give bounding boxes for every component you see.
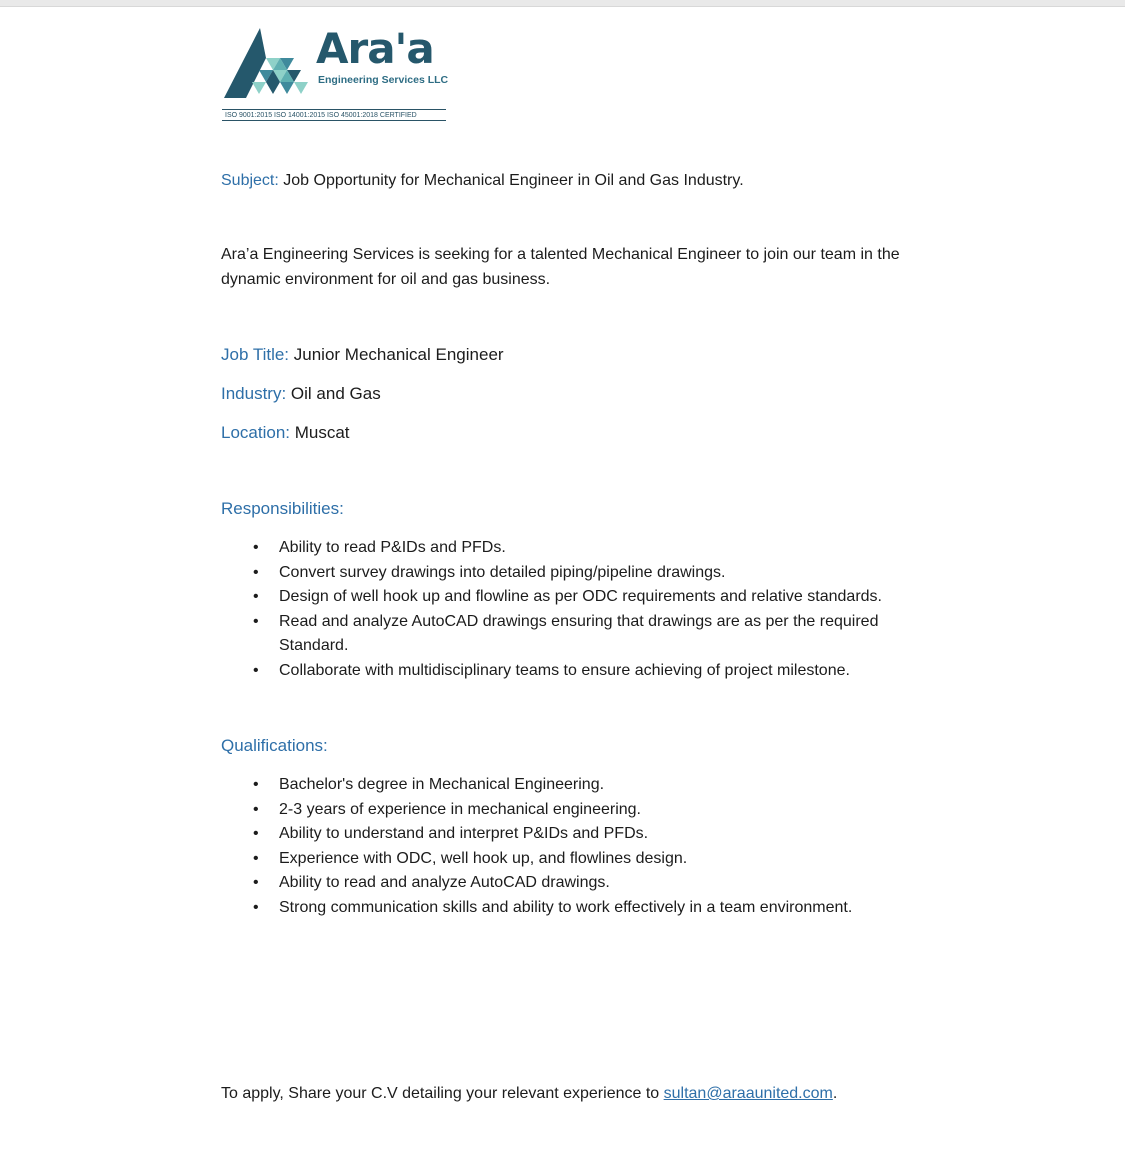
- list-item-text: 2-3 years of experience in mechanical engineering.: [279, 800, 641, 818]
- apply-line: [221, 1082, 837, 1106]
- list-item: [221, 822, 921, 847]
- bullet-icon: •: [253, 661, 259, 679]
- bullet-icon: •: [253, 874, 259, 892]
- logo-name: Ara'a: [316, 24, 434, 73]
- location-line: [221, 421, 350, 445]
- responsibilities-list: [221, 536, 921, 684]
- list-item: [221, 896, 921, 921]
- intro-paragraph: Ara’a Engineering Services is seeking for a talented Mechanical Engineer to join our team in the dynamic environment for oil and gas business.: [221, 246, 900, 288]
- location-value: Muscat: [290, 423, 350, 442]
- list-item: [221, 773, 921, 798]
- location-label: Location:: [221, 423, 290, 442]
- subject-line: [221, 169, 744, 193]
- list-item-text: Collaborate with multidisciplinary teams to ensure achieving of project milestone.: [279, 661, 850, 679]
- qualifications-heading: Qualifications:: [221, 736, 328, 755]
- industry-line: [221, 382, 381, 406]
- list-item-text: Read and analyze AutoCAD drawings ensuring that drawings are as per the required Standard.: [279, 612, 879, 655]
- list-item: [221, 585, 921, 610]
- qualifications-list: [221, 773, 921, 921]
- bullet-icon: •: [253, 825, 259, 843]
- list-item: [221, 847, 921, 872]
- list-item-text: Ability to read P&IDs and PFDs.: [279, 539, 506, 556]
- job-title-value: Junior Mechanical Engineer: [289, 345, 504, 364]
- subject-label: Subject:: [221, 172, 279, 189]
- bullet-icon: •: [253, 776, 259, 793]
- list-item: [221, 561, 921, 586]
- job-title-label: Job Title:: [221, 345, 290, 364]
- apply-text: To apply, Share your C.V detailing your relevant experience to: [221, 1085, 664, 1102]
- bullet-icon: •: [253, 588, 259, 606]
- list-item: [221, 659, 921, 684]
- subject-text: Job Opportunity for Mechanical Engineer in Oil and Gas Industry.: [278, 172, 744, 189]
- industry-value: Oil and Gas: [286, 384, 381, 403]
- list-item: [221, 536, 921, 561]
- bullet-icon: •: [253, 612, 259, 630]
- bullet-icon: •: [253, 539, 259, 556]
- logo-triangle-icon: [222, 26, 314, 102]
- industry-label: Industry:: [221, 384, 287, 403]
- logo-certification: ISO 9001:2015 ISO 14001:2015 ISO 45001:2018 CERTIFIED: [222, 109, 446, 121]
- list-item-text: Strong communication skills and ability to work effectively in a team environment.: [279, 898, 853, 916]
- list-item: [221, 871, 921, 896]
- bullet-icon: •: [253, 800, 259, 818]
- logo-subtitle: Engineering Services LLC: [318, 74, 449, 86]
- list-item: [221, 610, 921, 659]
- list-item-text: Ability to understand and interpret P&IDs and PFDs.: [279, 825, 649, 843]
- list-item: [221, 798, 921, 823]
- company-logo: [222, 26, 448, 126]
- email-link[interactable]: sultan@araaunited.com: [663, 1085, 833, 1102]
- bullet-icon: •: [253, 898, 259, 916]
- bullet-icon: •: [253, 563, 259, 581]
- list-item-text: Ability to read and analyze AutoCAD drawings.: [279, 874, 610, 892]
- list-item-text: Design of well hook up and flowline as per ODC requirements and relative standards.: [279, 588, 882, 606]
- responsibilities-heading: Responsibilities:: [221, 499, 344, 518]
- list-item-text: Experience with ODC, well hook up, and flowlines design.: [279, 849, 688, 867]
- list-item-text: Bachelor's degree in Mechanical Engineering.: [279, 776, 605, 793]
- job-title-line: [221, 343, 504, 367]
- bullet-icon: •: [253, 849, 259, 867]
- list-item-text: Convert survey drawings into detailed piping/pipeline drawings.: [279, 563, 726, 581]
- apply-suffix: .: [832, 1085, 838, 1102]
